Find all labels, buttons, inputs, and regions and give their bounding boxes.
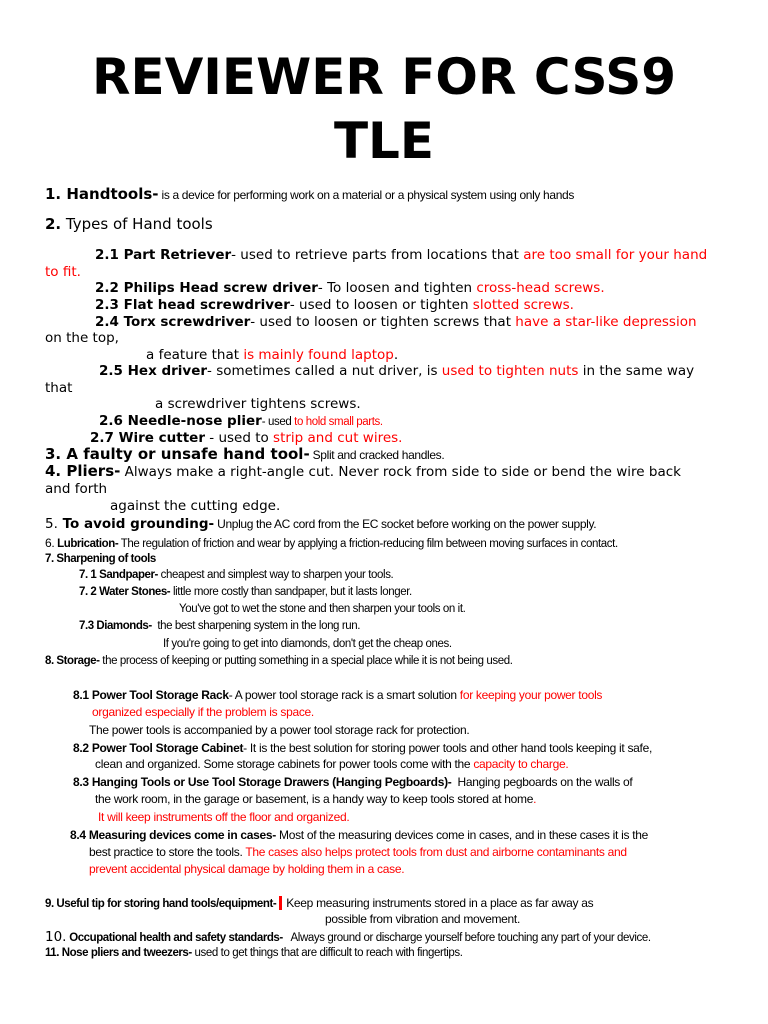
types-label: Types of Hand tools — [61, 215, 213, 233]
cases-term: 8.4 Measuring devices come in cases- — [70, 828, 276, 842]
grounding-label: To avoid grounding- — [57, 516, 215, 532]
part-retriever-text: - used to retrieve parts from locations that — [231, 247, 524, 263]
philips-term: 2.2 Philips Head screw driver — [95, 280, 318, 296]
item-hanging-tools-continued — [95, 789, 536, 808]
cases-text: Most of the measuring devices come in cases, and in these cases it is the — [275, 828, 648, 842]
handtools-label: 1. Handtools- — [45, 185, 159, 203]
item-storage-cabinet-continued — [95, 754, 568, 773]
pliers-label: 4. Pliers- — [45, 462, 121, 480]
lubrication-text: The regulation of friction and wear by applying a friction-reducing film between moving surfaces in contact. — [118, 538, 618, 550]
torx-text: - used to loosen or tighten screws that — [250, 314, 516, 330]
nose-pliers-text: used to get things that are difficult to reach with fingertips. — [191, 947, 463, 959]
torx-note-end: . — [393, 347, 399, 363]
faulty-tool-label: 3. A faulty or unsafe hand tool- — [45, 445, 310, 463]
item-hanging-tools-highlight — [98, 807, 349, 826]
philips-text: - To loosen and tighten — [317, 280, 477, 296]
item-part-retriever — [95, 245, 707, 264]
hanging-text-end: . — [533, 792, 537, 806]
section-types-of-hand-tools — [45, 215, 213, 233]
types-number: 2. — [45, 215, 62, 233]
sharpening-label: 7. Sharpening of tools — [45, 553, 156, 565]
cabinet-text: - It is the best solution for storing power tools and other hand tools keeping it safe, — [243, 741, 652, 755]
needle-nose-highlight: to hold small parts. — [294, 416, 383, 428]
pliers-text-continued: and forth — [45, 481, 108, 497]
tip-label: 9. Useful tip for storing hand tools/equipment- — [45, 898, 277, 910]
lubrication-number: 6. — [45, 536, 55, 550]
philips-highlight: cross-head screws. — [476, 280, 605, 296]
rack-highlight-continued: organized especially if the problem is space. — [92, 705, 314, 719]
hanging-text-continued: the work room, in the garage or basement, is a handy way to keep tools stored at home — [95, 792, 534, 806]
item-torx — [95, 312, 697, 331]
hanging-text: Hanging pegboards on the walls of — [451, 775, 633, 789]
cabinet-term: 8.2 Power Tool Storage Cabinet — [73, 741, 244, 755]
section-grounding — [45, 514, 596, 533]
storage-text: the process of keeping or putting something in a special place while it is not being used. — [99, 655, 513, 667]
sandpaper-text: cheapest and simplest way to sharpen your tools. — [157, 569, 394, 581]
cases-highlight-continued: prevent accidental physical damage by holding them in a case. — [89, 862, 405, 876]
cases-text-continued: best practice to store the tools. — [89, 845, 246, 859]
flat-head-highlight: slotted screws. — [472, 297, 574, 313]
faulty-tool-text: Split and cracked handles. — [309, 448, 445, 462]
lubrication-label: Lubrication- — [54, 538, 119, 550]
part-retriever-highlight-continued: to fit. — [45, 264, 81, 280]
document-title-line-2: TLE — [333, 112, 435, 170]
torx-term: 2.4 Torx screwdriver — [95, 314, 251, 330]
hex-text: - sometimes called a nut driver, is — [207, 363, 442, 379]
torx-note: a feature that — [146, 347, 244, 363]
hex-highlight: used to tighten nuts — [441, 363, 579, 379]
item-diamonds — [79, 615, 360, 635]
item-storage-rack-continued — [92, 702, 314, 721]
highlight-marker — [279, 896, 282, 910]
water-stones-text: little more costly than sandpaper, but it lasts longer. — [170, 586, 412, 598]
ohs-text: Always ground or discharge yourself before touching any part of your device. — [282, 932, 651, 944]
wire-cutter-highlight: strip and cut wires. — [273, 430, 403, 446]
storage-label: 8. Storage- — [45, 655, 100, 667]
item-hex-driver — [99, 361, 694, 380]
flat-head-term: 2.3 Flat head screwdriver — [95, 297, 290, 313]
flat-head-text: - used to loosen or tighten — [289, 297, 473, 313]
needle-nose-text: - used — [261, 416, 295, 428]
diamonds-note: If you're going to get into diamonds, don't get the cheap ones. — [163, 638, 452, 650]
torx-highlight: have a star-like depression — [515, 314, 697, 330]
diamonds-term: 7.3 Diamonds- — [79, 620, 152, 632]
rack-highlight: for keeping your power tools — [459, 688, 603, 702]
section-useful-tip-continued — [325, 909, 520, 928]
part-retriever-term: 2.1 Part Retriever — [95, 247, 232, 263]
grounding-number: 5. — [45, 516, 58, 532]
item-part-retriever-continued — [45, 262, 81, 281]
water-stones-note: You've got to wet the stone and then sharpen your tools on it. — [179, 603, 466, 615]
hex-term: 2.5 Hex driver — [99, 363, 208, 379]
section-pliers-note — [110, 496, 280, 515]
needle-nose-term: 2.6 Needle-nose plier — [99, 413, 262, 429]
part-retriever-highlight: are too small for your hand — [523, 247, 708, 263]
hex-note: a screwdriver tightens screws. — [155, 396, 361, 412]
ohs-number: 10. — [45, 929, 67, 945]
rack-text: - A power tool storage rack is a smart solution — [228, 688, 460, 702]
diamonds-text: the best sharpening system in the long run. — [151, 620, 361, 632]
rack-note: The power tools is accompanied by a power tool storage rack for protection. — [89, 723, 470, 737]
item-hex-continued — [45, 378, 72, 397]
wire-cutter-term: 2.7 Wire cutter — [90, 430, 205, 446]
item-storage-rack-note — [89, 720, 469, 739]
cases-highlight: The cases also helps protect tools from dust and airborne contaminants and — [245, 845, 627, 859]
cabinet-text-continued: clean and organized. Some storage cabinets for power tools come with the — [95, 757, 474, 771]
section-pliers-continued — [45, 479, 107, 498]
hex-text-end: in the same way — [578, 363, 695, 379]
torx-text-continued: on the top, — [45, 330, 119, 346]
pliers-note: against the cutting edge. — [110, 498, 281, 514]
sandpaper-term: 7. 1 Sandpaper- — [79, 569, 158, 581]
water-stones-term: 7. 2 Water Stones- — [79, 586, 171, 598]
section-handtools — [45, 185, 574, 204]
pliers-text: Always make a right-angle cut. Never rock from side to side or bend the wire back — [120, 464, 681, 480]
grounding-text: Unplug the AC cord from the EC socket before working on the power supply. — [214, 517, 597, 531]
hex-text-continued: that — [45, 380, 73, 396]
tip-text-continued: possible from vibration and movement. — [325, 912, 520, 926]
tip-text: Keep measuring instruments stored in a place as far away as — [286, 896, 594, 910]
section-storage — [45, 650, 513, 670]
rack-term: 8.1 Power Tool Storage Rack — [73, 688, 229, 702]
hanging-term: 8.3 Hanging Tools or Use Tool Storage Drawers (Hanging Pegboards)- — [73, 775, 452, 789]
handtools-definition: is a device for performing work on a material or a physical system using only hands — [158, 188, 574, 202]
section-pliers — [45, 462, 681, 481]
nose-pliers-label: 11. Nose pliers and tweezers- — [45, 947, 192, 959]
item-measuring-cases-continued-2 — [89, 859, 404, 878]
item-torx-continued — [45, 328, 119, 347]
ohs-label: Occupational health and safety standards- — [66, 932, 283, 944]
torx-note-highlight: is mainly found laptop — [243, 347, 394, 363]
wire-cutter-text: - used to — [204, 430, 274, 446]
document-title-line-1: REVIEWER FOR CSS9 — [91, 48, 677, 106]
section-nose-pliers — [45, 942, 463, 962]
hanging-highlight: It will keep instruments off the floor and organized. — [98, 810, 350, 824]
cabinet-highlight: capacity to charge. — [473, 757, 569, 771]
